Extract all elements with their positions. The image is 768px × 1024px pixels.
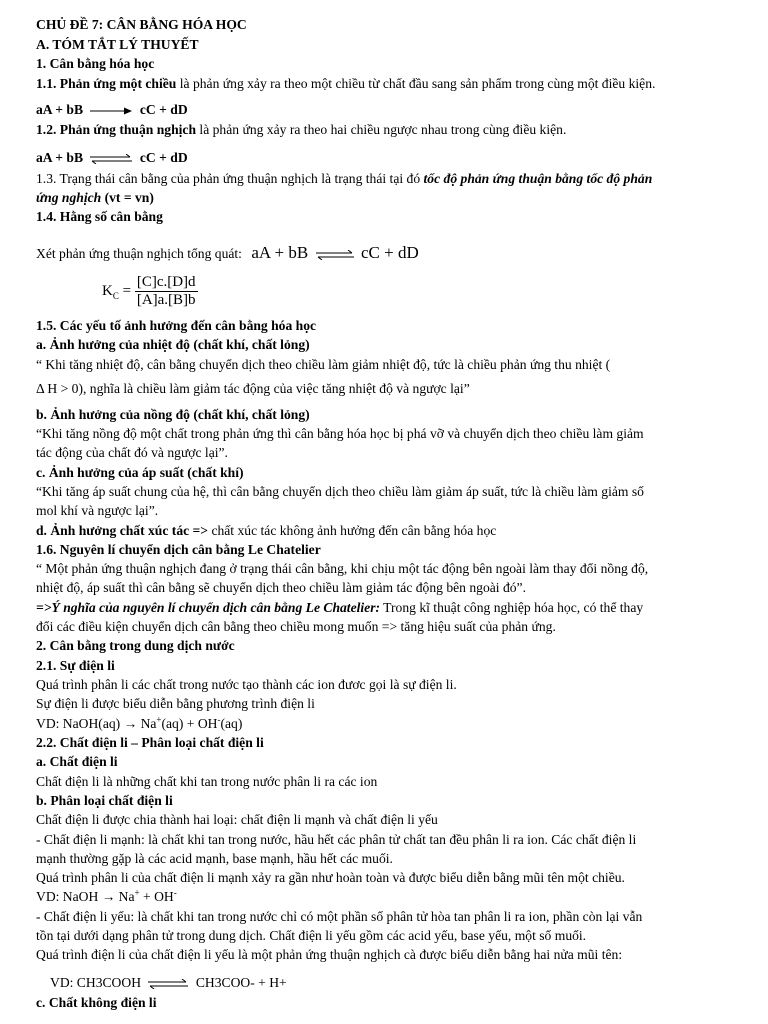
para-2-2-a: Chất điện li là những chất khi tan trong nước phân li ra các ion: [36, 774, 378, 789]
para-1-6-line2: nhiệt độ, áp suất thì cân bằng sẽ chuyển dịch theo chiều làm giảm tác động bên ngoài đó”.: [36, 580, 526, 595]
para-2-2-b-line1: Chất điện li được chia thành hai loại: chất điện li mạnh và chất điện li yếu: [36, 812, 438, 827]
para-1-5-a-line2: Δ H > 0), nghĩa là chiều làm giảm tác động của việc tăng nhiệt độ và ngược lại”: [36, 381, 470, 396]
para-2-2-b-line7: Quá trình điện li của chất điện li yếu là một phản ứng thuận nghịch cà được biểu diễn bằng hai nửa mũi tên:: [36, 947, 623, 962]
equation-reversible: aA + bB cC + dD: [36, 150, 188, 165]
example-naoh: VD: NaOH → Na+ + OH-: [36, 887, 177, 904]
para-1-3-line1: 1.3. Trạng thái cân bằng của phản ứng thuận nghịch là trạng thái tại đó tốc độ phản ứng thuận bằng tốc độ phản: [36, 171, 653, 186]
term-one-way: 1.1. Phản ứng một chiều: [36, 76, 177, 91]
heading-1-5-a: a. Ảnh hưởng của nhiệt độ (chất khí, chất lỏng): [36, 337, 310, 352]
heading-1-5: 1.5. Các yếu tố ảnh hưởng đến cân bằng hóa học: [36, 318, 317, 333]
para-1-5-a-line1: “ Khi tăng nhiệt độ, cân bằng chuyển dịch theo chiều làm giảm nhiệt độ, tức là chiều phản ứng thu nhiệt (: [36, 357, 611, 372]
para-1-5-c-line1: “Khi tăng áp suất chung của hệ, thì cân bằng chuyển dịch theo chiều làm giảm áp suất, tức là chiều làm giảm số: [36, 484, 644, 499]
term-reversible: 1.2. Phản ứng thuận nghịch: [36, 122, 197, 137]
para-1-6-line1: “ Một phản ứng thuận nghịch đang ở trạng thái cân bằng, khi chịu một tác động bên ngoài làm thay đổi nồng độ,: [36, 561, 649, 576]
para-1-1: 1.1. Phản ứng một chiều là phản ứng xảy ra theo một chiều từ chất đầu sang sản phẩm trong cùng một điều kiện.: [36, 76, 656, 91]
para-2-1-line2: Sự điện li được biểu diễn bằng phương trình điện li: [36, 696, 315, 711]
heading-1-4: 1.4. Hằng số cân bằng: [36, 209, 163, 224]
heading-1-5-b: b. Ảnh hưởng của nồng độ (chất khí, chất lỏng): [36, 407, 310, 422]
para-2-2-b-line6: tồn tại dưới dạng phân tử trong dung dịch. Chất điện li yếu gồm các acid yếu, base yếu, một số muối.: [36, 928, 587, 943]
heading-2-2: 2.2. Chất điện li – Phân loại chất điện li: [36, 735, 264, 750]
para-1-3-line2: ứng nghịch (vt = vn): [36, 190, 154, 205]
heading-2-2-b: b. Phân loại chất điện li: [36, 793, 173, 808]
para-2-2-b-line3: mạnh thường gặp là các acid mạnh, base mạnh, hầu hết các muối.: [36, 851, 393, 866]
para-1-5-b-line2: tác động của chất đó và ngược lại”.: [36, 445, 228, 460]
para-2-2-b-line2: - Chất điện li mạnh: là chất khi tan trong nước, hầu hết các phân tử chất tan đều phân li ra ion. Các chất điện li: [36, 832, 637, 847]
heading-2-2-a: a. Chất điện li: [36, 754, 118, 769]
example-ch3cooh: VD: CH3COOH CH3COO- + H+: [50, 975, 287, 990]
heading-1-6: 1.6. Nguyên lí chuyển dịch cân bằng Le Chatelier: [36, 542, 321, 557]
para-1-6-line4: đổi các điều kiện chuyển dịch cân bằng theo chiều mong muốn => tăng hiệu suất của phản ứng.: [36, 619, 556, 634]
heading-2-1: 2.1. Sự điện li: [36, 658, 115, 673]
para-1-5-c-line2: mol khí và ngược lại”.: [36, 503, 159, 518]
equilibrium-arrow-icon: [316, 250, 354, 260]
equilibrium-arrow-icon: [148, 979, 188, 989]
section-a-heading: A. TÓM TẮT LÝ THUYẾT: [36, 37, 199, 52]
kc-fraction: $\frac{[C]c.[D]d}{[A]a.[B]b}$: [136, 274, 196, 308]
para-2-2-b-line5: - Chất điện li yếu: là chất khi tan trong nước chỉ có một phần số phân tử hòa tan phân li ra ion, phần còn lại vẫn: [36, 909, 643, 924]
heading-1-5-c: c. Ảnh hưởng của áp suất (chất khí): [36, 465, 244, 480]
para-2-1-line1: Quá trình phân li các chất trong nước tạo thành các ion đươc gọi là sự điện li.: [36, 677, 457, 692]
heading-2-2-c: c. Chất không điện li: [36, 995, 157, 1010]
general-reaction-line: Xét phản ứng thuận nghịch tổng quát: aA + bB cC + dD: [36, 243, 419, 262]
equilibrium-arrow-icon: [90, 154, 132, 164]
para-1-2: 1.2. Phản ứng thuận nghịch là phản ứng xảy ra theo hai chiều ngược nhau trong cùng điều kiện.: [36, 122, 567, 137]
one-way-arrow-icon: [90, 106, 132, 116]
para-2-2-b-line4: Quá trình phân li của chất điện li mạnh xảy ra gần như hoàn toàn và được biểu diễn bằng mũi tên một chiều.: [36, 870, 625, 885]
heading-1: 1. Cân bằng hóa học: [36, 56, 155, 71]
kc-formula: $K_C$ = $\frac{[C]c.[D]d}{[A]a.[B]b}$: [102, 274, 196, 308]
equation-one-way: aA + bB cC + dD: [36, 102, 188, 117]
doc-title: CHỦ ĐỀ 7: CÂN BẰNG HÓA HỌC: [36, 17, 247, 32]
example-naoh-aq: VD: NaOH(aq) → Na+(aq) + OH-(aq): [36, 714, 243, 731]
para-1-5-b-line1: “Khi tăng nồng độ một chất trong phản ứng thì cân bằng hóa học bị phá vỡ và chuyển dịch theo chiều làm giảm: [36, 426, 644, 441]
para-1-6-line3: =>Ý nghĩa của nguyên lí chuyển dịch cân bằng Le Chatelier: Trong kĩ thuật công nghiệp hóa học, có thể thay: [36, 600, 644, 615]
heading-2: 2. Cân bằng trong dung dịch nước: [36, 638, 235, 653]
para-1-5-d: d. Ảnh hưởng chất xúc tác => chất xúc tác không ảnh hưởng đến cân bằng hóa học: [36, 523, 497, 538]
